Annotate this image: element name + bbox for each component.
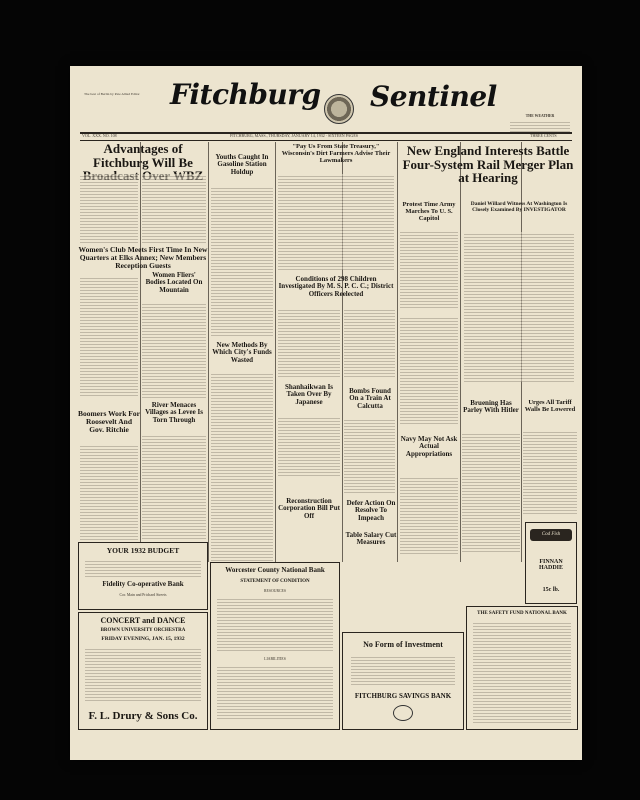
article-text [278, 308, 340, 378]
city-seal-icon [324, 94, 354, 124]
headline-navy: Navy May Not Ask Actual Appropriations [400, 435, 458, 458]
headline-protest-army: Protest Time Army Marches To U. S. Capitol [402, 201, 456, 222]
article-text [462, 432, 520, 552]
newspaper-page [70, 66, 582, 760]
safety-fund-title: THE SAFETY FUND NATIONAL BANK [477, 611, 567, 616]
article-text [464, 232, 574, 382]
ad-text [85, 647, 201, 703]
headline-womens-club: Women's Club Meets First Time In New Quarters at Elks Annex; New Members Reception Guests [78, 245, 208, 270]
headline-reconstruction: Reconstruction Corporation Bill Put Off [278, 497, 340, 520]
article-text [344, 418, 395, 494]
column-rule [397, 142, 398, 562]
article-text [278, 416, 340, 476]
article-text [400, 316, 458, 426]
savings-bank-ad [342, 632, 464, 730]
cod-fish-logo: Cod Fish [530, 529, 572, 541]
article-text [278, 174, 394, 270]
headline-bruening: Bruening Has Parley With Hitler [463, 399, 519, 415]
article-text [523, 430, 577, 516]
column-rule [140, 142, 141, 542]
finnan-haddie-label: FINNAN HADDIE [538, 559, 563, 572]
drury-name: F. L. Drury & Sons Co. [88, 710, 198, 722]
column-rule [460, 142, 461, 562]
headline-boomers: Boomers Work For Roosevelt And Gov. Ritchie [78, 409, 140, 434]
article-text [400, 230, 458, 310]
budget-title: YOUR 1932 BUDGET [106, 546, 180, 555]
concert-orchestra: BROWN UNIVERSITY ORCHESTRA [100, 628, 186, 633]
finnan-haddie-price: 15c lb. [542, 587, 560, 593]
volume-number: VOL. XXX. NO. 108 [82, 133, 117, 138]
headline-women-fliers: Women Fliers' Bodies Located On Mountain [145, 271, 203, 294]
budget-ad [78, 542, 208, 610]
headline-table-salary: Table Salary Cut Measures [345, 531, 397, 547]
ad-text [351, 655, 455, 685]
masthead-title-right: Sentinel [370, 80, 497, 113]
masthead-title-left: Fitchburg [170, 78, 321, 111]
weather-text [510, 120, 570, 132]
ad-text [473, 621, 571, 723]
concert-title: CONCERT and DANCE [100, 616, 186, 625]
headline-advantages: Advantages of Fitchburg Will Be [93, 141, 193, 170]
budget-bank: Fidelity Co-operative Bank [102, 580, 184, 588]
masthead-left-note: The best of Berlin by Pete Allied Editor [84, 92, 140, 96]
article-text [142, 434, 206, 540]
safety-fund-bank-ad [466, 606, 578, 730]
price: THREE CENTS [530, 133, 557, 138]
worcester-subtitle: STATEMENT OF CONDITION [240, 579, 310, 584]
article-text [211, 186, 273, 336]
worcester-bank-ad [210, 562, 340, 730]
savings-headline: No Form of Investment [363, 640, 443, 649]
ad-text [217, 597, 333, 651]
bank-emblem-icon [393, 705, 413, 721]
headline-urges-tariff: Urges All Tariff Walls Be Lowered [524, 399, 576, 413]
dateline: FITCHBURG, MASS., THURSDAY, JANUARY 14, 1932 · SIXTEEN PAGES [230, 133, 358, 138]
budget-address: Cor. Main and Prichard Streets [119, 593, 167, 597]
article-text [344, 308, 395, 378]
headline-defer-action: Defer Action On Resolve To Impeach [346, 499, 396, 522]
headline-conditions: Conditions of 298 Children Investigated By M. S. P. C. C.; District Officers Reelected [278, 275, 394, 298]
resources-heading: RESOURCES [264, 589, 286, 593]
article-text [142, 174, 206, 244]
weather-heading: THE WEATHER [525, 114, 555, 118]
article-text [80, 174, 138, 244]
article-text [80, 276, 138, 396]
headline-shanhaikwan: Shanhaikwan Is Taken Over By Japanese [284, 383, 334, 406]
headline-new-england: New England Interests Battle Four-System Rail Merger Plan at Hearing [402, 143, 574, 186]
headline-dirt-farmers: "Pay Us From State Treasury," Wisconsin's Dirt Farmers Advise Their Lawmakers [281, 143, 391, 164]
ad-text [217, 665, 333, 721]
article-text [80, 444, 138, 540]
article-text [142, 302, 206, 398]
liabilities-heading: LIABILITIES [264, 657, 286, 661]
headline-willard: Daniel Willard Witness At Washington Is Closely Examined By INVESTIGATOR [470, 201, 568, 213]
column-rule [208, 142, 209, 562]
headline-new-methods: New Methods By Which City's Funds Wasted [212, 341, 272, 364]
ad-text [85, 559, 201, 577]
worcester-title: Worcester County National Bank [225, 566, 325, 574]
article-text [211, 372, 273, 562]
headline-bombs-found: Bombs Found On a Train At Calcutta [349, 387, 391, 410]
concert-ad [78, 612, 208, 730]
column-rule [275, 142, 276, 562]
savings-bank-name: FITCHBURG SAVINGS BANK [354, 692, 452, 700]
headline-youths-caught: Youths Caught In Gasoline Station Holdup [215, 153, 269, 176]
finnan-haddie-ad [525, 522, 577, 604]
concert-date: FRIDAY EVENING, JAN. 15, 1932 [101, 636, 185, 642]
article-text [400, 476, 458, 556]
headline-river-menaces: River Menaces Villages as Levee Is Torn Through [145, 401, 203, 424]
